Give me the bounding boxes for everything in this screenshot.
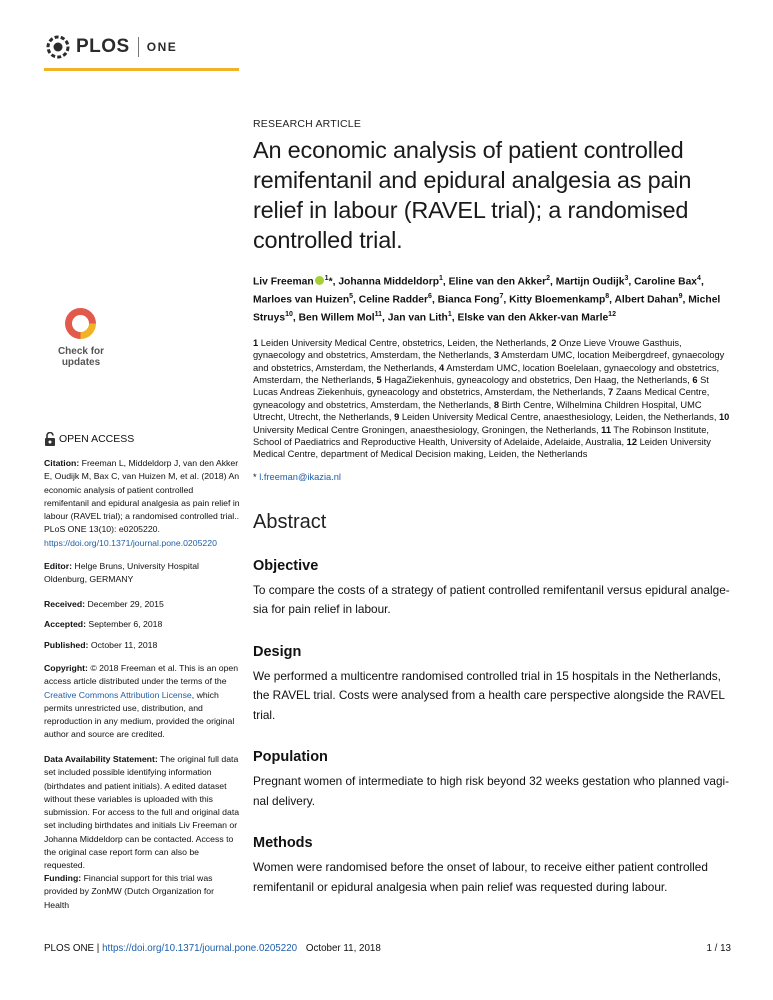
author-affiliation-ref: 10 bbox=[285, 310, 293, 318]
footer-journal: PLOS ONE | bbox=[44, 943, 100, 954]
badge-label: Check for updates bbox=[57, 346, 105, 368]
published-block: Published: October 11, 2018 bbox=[44, 640, 158, 650]
abstract-sections bbox=[253, 558, 731, 898]
copyright-block: Copyright: © 2018 Freeman et al. This is an open access article distributed under the terms of the Creative Commons Attribution License, which permits unrestricted use, distribution, and reproduction in any medium, provided the original author and source are credited. bbox=[44, 663, 239, 740]
received-block: Received: December 29, 2015 bbox=[44, 599, 164, 609]
affiliation-text: HagaZiekenhuis, gyneacology and obstetrics, Den Haag, the Netherlands, bbox=[384, 374, 690, 385]
footer-date: October 11, 2018 bbox=[305, 943, 381, 954]
plos-logo-icon bbox=[44, 33, 72, 61]
section-heading: Methods bbox=[253, 835, 313, 852]
author-affiliation-ref: 8 bbox=[605, 292, 610, 300]
footer-doi-link[interactable]: https://doi.org/10.1371/journal.pone.0205220 bbox=[102, 943, 298, 954]
author-affiliation-ref: 4 bbox=[697, 275, 701, 282]
affiliation-number: 6 bbox=[692, 374, 698, 385]
section-heading: Design bbox=[253, 643, 302, 660]
check-for-updates-badge[interactable] bbox=[51, 306, 111, 376]
corresponding-email: * l.freeman@ikazia.nl bbox=[253, 471, 341, 482]
author-affiliation-ref: 5 bbox=[349, 292, 354, 300]
affiliation-text: Leiden University Medical Centre, obstetrics, Leiden, the Netherlands, bbox=[260, 337, 549, 348]
affiliation-text: Onze Lieve Vrouwe Gasthuis, gynaecology and obstetrics, Amsterdam, the Netherlands, bbox=[253, 337, 682, 361]
affiliation-number: 3 bbox=[493, 350, 499, 361]
author-affiliation-ref: 1 bbox=[324, 275, 329, 282]
author-name: Bianca Fong bbox=[437, 294, 500, 306]
section-heading: Population bbox=[253, 749, 328, 766]
affiliation-number: 4 bbox=[439, 362, 445, 373]
citation-doi-link[interactable]: https://doi.org/10.1371/journal.pone.0205220 bbox=[44, 537, 217, 548]
section-text: To compare the costs of a strategy of patient controlled remifentanil versus epidural analge-sia for pain relief in labour. bbox=[253, 582, 730, 617]
author-name: Celine Radder bbox=[358, 294, 429, 306]
main-column bbox=[253, 112, 731, 897]
affiliation-number: 9 bbox=[394, 412, 400, 423]
logo-journal-text: ONE bbox=[146, 40, 178, 54]
accepted-block: Accepted: September 6, 2018 bbox=[44, 619, 163, 629]
author-affiliation-ref: 1 bbox=[439, 275, 443, 282]
funding-block: Funding: Financial support for this trial was provided by ZonMW (Dutch Organization for Health bbox=[44, 873, 214, 910]
author-affiliation-ref: 12 bbox=[608, 310, 616, 318]
editor-block: Editor: Helge Bruns, University Hospital Oldenburg, GERMANY bbox=[44, 561, 199, 585]
email-link[interactable]: l.freeman@ikazia.nl bbox=[259, 471, 341, 482]
author-list: Liv Freeman $^1$*, Johanna Middeldorp$^1$, Eline van den Akker$^2$, Martijn Oudijk$^3$, Caroline Bax$^4$, Marloes van Huizen$^5$, Celine Radder$^6$, Bianca Fong$^7$, Kitty Bloemenkamp$^8$, Albert Dahan$^9$, Michel Struys$^{10}$, Ben Willem Mol$^{11}$, Jan van Lith$^1$, Elske van den Akker-van Marle$^{12}$ bbox=[253, 275, 721, 324]
author-name: Johanna Middeldorp bbox=[338, 276, 440, 288]
author-name: Elske van den Akker-van Marle bbox=[457, 312, 609, 324]
open-access-label: OPEN ACCESS bbox=[44, 432, 240, 446]
affiliation-text: University Medical Centre Groningen, anaesthesiology, Groningen, the Netherlands, bbox=[253, 424, 599, 435]
section-text: Women were randomised before the onset of labour, to receive either patient controlled remifentanil or epidural analgesia when pain relief was requested during labour. bbox=[253, 860, 708, 894]
logo-divider bbox=[138, 37, 139, 57]
author-name: Marloes van Huizen bbox=[253, 294, 350, 306]
section-text: We performed a multicentre randomised controlled trial in 15 hospitals in the Netherlands, the RAVEL trial. Costs were analysed from a health care perspective alongside the RAVEL trial. bbox=[253, 668, 725, 722]
citation-block: Citation: Freeman L, Middeldorp J, van den Akker E, Oudijk M, Bax C, van Huizen M, et al. (2018) An economic analysis of patient controlled remifentanil and epidural analgesia as pain relief in labour (RAVEL trial); a randomised controlled trial.. PLoS ONE 13(10): e0205220. https://doi.org/10.1371/journal.pone.0205220 bbox=[44, 458, 240, 548]
affiliation-text: The Robinson Institute, School of Paediatrics and Reproductive Health, University of Adelaide, Adelaide, Australia, bbox=[253, 424, 710, 448]
author-name: Jan van Lith bbox=[387, 312, 448, 324]
corresponding-marker: * bbox=[328, 276, 333, 288]
abstract-heading: Abstract bbox=[253, 510, 327, 533]
page-footer bbox=[44, 943, 731, 954]
affiliation-number: 5 bbox=[376, 374, 382, 385]
affiliation-text: Amsterdam UMC, location Meibergdreef, gynaecology and obstetrics, Amsterdam, the Netherlands, bbox=[253, 350, 725, 373]
author-affiliation-ref: 1 bbox=[447, 310, 452, 318]
author-name: Michel Struys bbox=[253, 294, 721, 324]
affiliation-list bbox=[253, 337, 731, 461]
author-name: Liv Freeman bbox=[253, 276, 314, 288]
author-affiliation-ref: 2 bbox=[546, 275, 551, 282]
logo-brand-text: PLOS bbox=[76, 36, 130, 57]
open-lock-icon bbox=[44, 432, 56, 446]
author-name: Caroline Bax bbox=[634, 276, 698, 288]
affiliation-text: Leiden University Medical Centre, department of Medical Decision making, Leiden, the Netherlands bbox=[253, 437, 711, 460]
section-text: Pregnant women of intermediate to high risk beyond 32 weeks gestation who planned vagi-nal delivery. bbox=[253, 774, 730, 808]
author-affiliation-ref: 3 bbox=[624, 275, 629, 282]
affiliation-number: 11 bbox=[601, 424, 611, 435]
plos-one-logo[interactable] bbox=[44, 33, 177, 61]
affiliation-number: 10 bbox=[719, 412, 730, 423]
author-name: Eline van den Akker bbox=[448, 276, 547, 288]
article-title: An economic analysis of patient controlled remifentanil and epidural analgesia as pain relief in labour (RAVEL trial); a randomised controlled trial. bbox=[253, 137, 692, 253]
affiliation-text: Birth Centre, Wilhelmina Children Hospital, UMC Utrecht, Utrecht, the Netherlands, bbox=[253, 399, 702, 423]
page-number: 1 / 13 bbox=[706, 943, 731, 954]
author-affiliation-ref: 6 bbox=[428, 292, 432, 300]
affiliation-text: Leiden University Medical Centre, anaesthesiology, Leiden, the Netherlands, bbox=[401, 412, 717, 423]
author-name: Kitty Bloemenkamp bbox=[509, 294, 606, 306]
license-link[interactable]: Creative Commons Attribution License bbox=[44, 689, 192, 700]
affiliation-number: 12 bbox=[626, 437, 637, 448]
orcid-icon[interactable] bbox=[315, 276, 324, 285]
author-affiliation-ref: 11 bbox=[374, 310, 382, 318]
affiliation-number: 1 bbox=[253, 337, 259, 348]
affiliation-text: Amsterdam UMC, location Boelelaan, gynaecology and obstetrics, Amsterdam, the Netherlands, bbox=[253, 362, 720, 385]
author-affiliation-ref: 7 bbox=[499, 292, 504, 300]
author-name: Albert Dahan bbox=[614, 294, 679, 306]
affiliation-text: St Lucas Andreas Ziekenhuis, gyneacology and obstetrics, Amsterdam, the Netherlands, bbox=[253, 374, 709, 398]
author-affiliation-ref: 9 bbox=[678, 292, 683, 300]
author-name: Martijn Oudijk bbox=[555, 276, 625, 288]
affiliation-number: 2 bbox=[551, 337, 557, 348]
affiliation-text: Zaans Medical Centre, gyneacology and obstetrics, Amsterdam, the Netherlands, bbox=[253, 387, 710, 410]
article-type: RESEARCH ARTICLE bbox=[253, 118, 362, 130]
author-name: Ben Willem Mol bbox=[298, 312, 375, 324]
data-availability-block: Data Availability Statement: The original full data set included possible identifying information (birthdates and patient initials). A edited dataset without these variables is uploaded with this submission. For access to the full and original data set including birthdates and initials Liv Freeman or Johanna Middeldorp can be contacted. Access to the original case report form can also be requested. bbox=[44, 754, 240, 871]
affiliation-number: 7 bbox=[608, 387, 614, 398]
affiliation-number: 8 bbox=[493, 399, 499, 410]
section-heading: Objective bbox=[253, 557, 319, 574]
header-accent-rule bbox=[44, 68, 239, 71]
